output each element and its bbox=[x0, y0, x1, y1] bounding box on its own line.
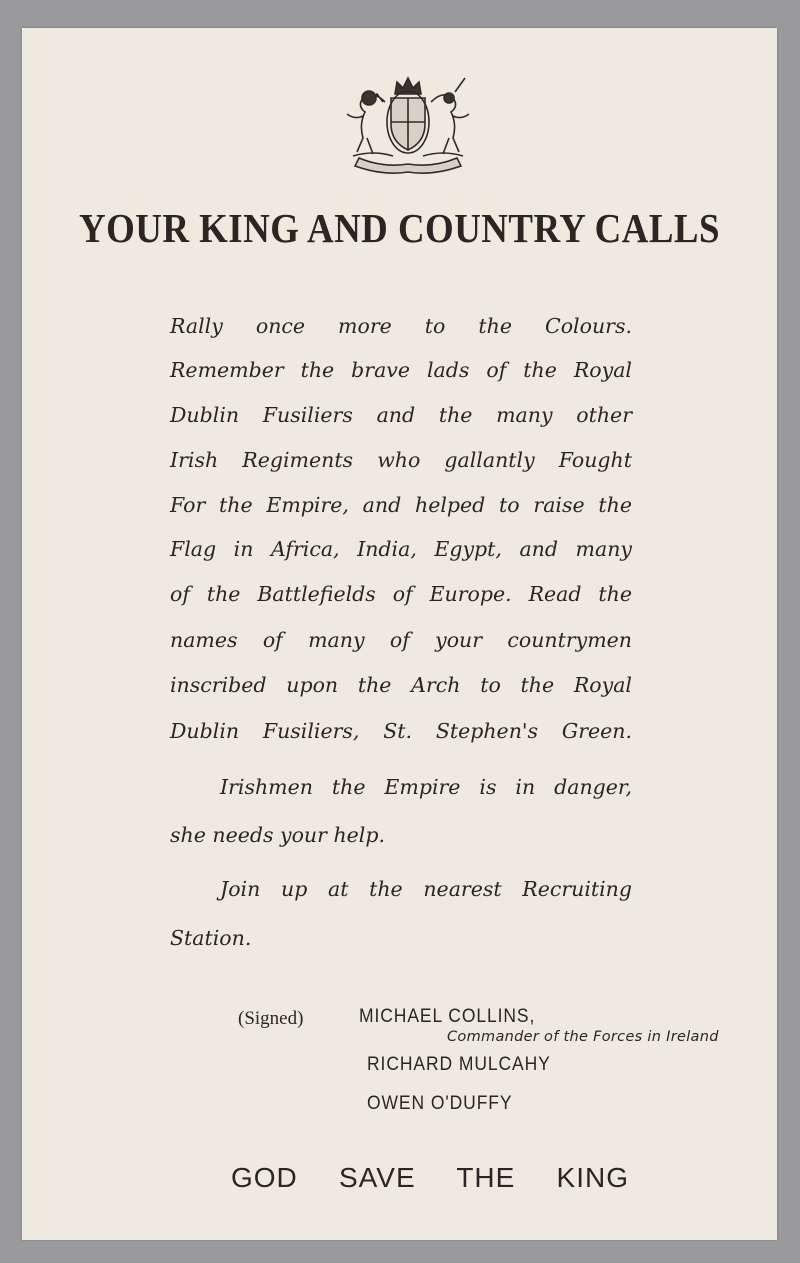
signatory-owen-oduffy: OWEN O'DUFFY bbox=[367, 1093, 513, 1114]
paragraph-2-line-1: Irishmen the Empire is in danger, bbox=[220, 775, 632, 799]
body-line-1: Rally once more to the Colours. bbox=[170, 314, 632, 338]
body-line-9: inscribed upon the Arch to the Royal bbox=[170, 673, 632, 697]
body-line-6: Flag in Africa, India, Egypt, and many bbox=[170, 537, 632, 561]
body-line-5: For the Empire, and helped to raise the bbox=[170, 493, 632, 517]
paragraph-3-line-2: Station. bbox=[170, 926, 252, 950]
closing-slogan: GOD SAVE THE KING bbox=[231, 1162, 629, 1193]
royal-coat-of-arms-icon bbox=[333, 72, 483, 176]
signed-label: (Signed) bbox=[238, 1008, 304, 1029]
body-line-10: Dublin Fusiliers, St. Stephen's Green. bbox=[170, 719, 632, 743]
paragraph-3-line-1: Join up at the nearest Recruiting bbox=[220, 877, 632, 901]
signatory-title: Commander of the Forces in Ireland bbox=[447, 1029, 719, 1045]
signatory-richard-mulcahy: RICHARD MULCAHY bbox=[367, 1054, 551, 1075]
body-line-3: Dublin Fusiliers and the many other bbox=[170, 403, 632, 427]
body-line-4: Irish Regiments who gallantly Fought bbox=[170, 448, 632, 472]
poster-headline: YOUR KING AND COUNTRY CALLS bbox=[79, 205, 720, 251]
signatory-michael-collins: MICHAEL COLLINS, bbox=[359, 1006, 536, 1027]
paragraph-2-line-2: she needs your help. bbox=[170, 823, 385, 847]
body-line-8: names of many of your countrymen bbox=[170, 628, 632, 652]
body-line-7: of the Battlefields of Europe. Read the bbox=[170, 582, 632, 606]
body-line-2: Remember the brave lads of the Royal bbox=[170, 358, 632, 382]
